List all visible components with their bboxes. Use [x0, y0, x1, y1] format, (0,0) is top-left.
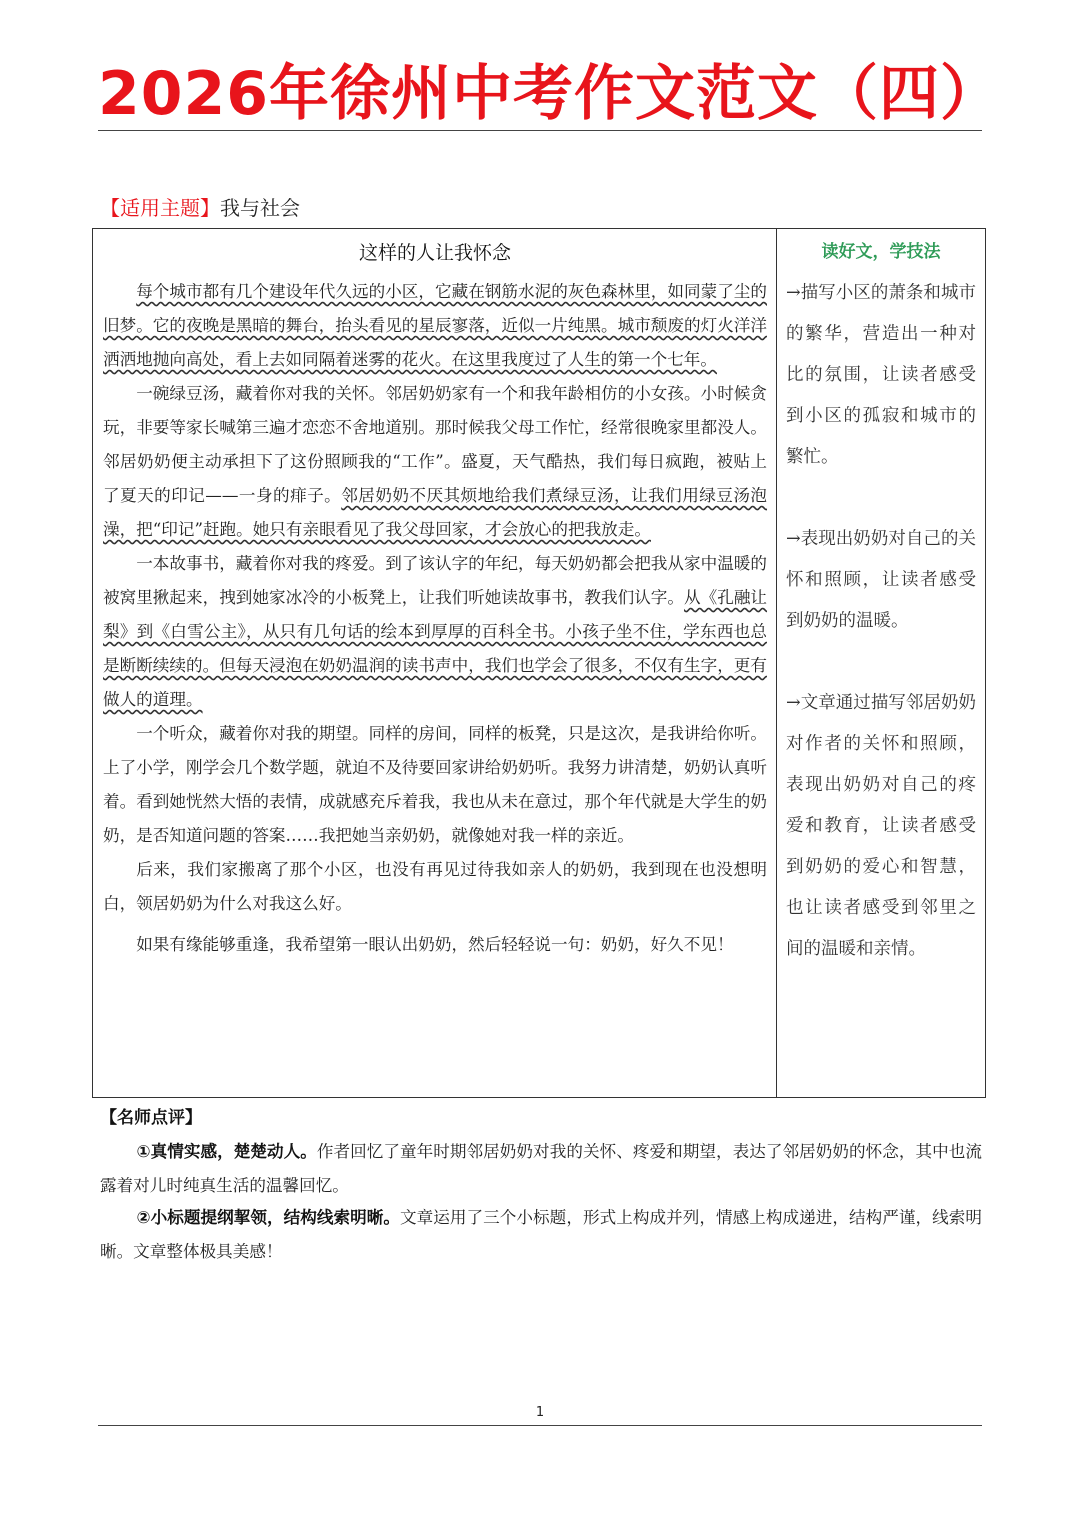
notes-column [786, 229, 976, 970]
review-lead: ①真情实感，楚楚动人。 [136, 1142, 317, 1161]
underlined-text: 从《孔融让梨》到《白雪公主》，从只有几句话的绘本到厚厚的百科全书。小孩子坐不住，学东西也总是断断续续的。但每天浸泡在奶奶温润的读书声中，我们也学会了很多，不仅有生字，更有做人的道理。 [103, 588, 768, 709]
underlined-text: 每个城市都有几个建设年代久远的小区，它藏在钢筋水泥的灰色森林里，如同蒙了尘的旧梦。它的夜晚是黑暗的舞台，抬头看见的星辰寥落，近似一片纯黑。城市颓废的灯火洋洋洒洒地抛向高处，看上去如同隔着迷雾的花火。在这里我度过了人生的第一个七年。 [103, 282, 767, 369]
column-divider [776, 229, 777, 1097]
theme-line [100, 194, 300, 222]
notes-header: 读好文，学技法 [821, 242, 941, 262]
note-3: →文章通过描写邻居奶奶对作者的关怀和照顾，表现出奶奶对自己的疼爱和教育，让读者感受到奶奶的爱心和智慧，也让读者感受到邻里之间的温暖和亲情。 [786, 693, 976, 959]
note-1: →描写小区的萧条和城市的繁华，营造出一种对比的氛围，让读者感受到小区的孤寂和城市的繁忙。 [786, 283, 976, 467]
title-divider [98, 130, 982, 131]
plain-text: 一碗绿豆汤，藏着你对我的关怀。邻居奶奶家有一个和我年龄相仿的小女孩。小时候贪玩，非要等家长喊第三遍才恋恋不舍地道别。那时候我父母工作忙，经常很晚家里都没人。邻居奶奶便主动承担下了这份照顾我的“工作”。盛夏，天气酷热，我们每日疯跑，被贴上了夏天的印记——一身的痱子。 [103, 384, 767, 505]
essay-column [103, 229, 767, 965]
page-title: 2026年徐州中考作文范文（四） [98, 59, 1001, 129]
footer-divider [98, 1425, 982, 1426]
review-lead: ②小标题提纲挈领，结构线索明晰。 [136, 1208, 401, 1227]
theme-tag: 【适用主题】 [100, 196, 220, 220]
note-2: →表现出奶奶对自己的关怀和照顾，让读者感受到奶奶的温暖。 [786, 529, 976, 631]
review-text: 作者回忆了童年时期邻居奶奶对我的关怀、疼爱和期望，表达了邻居奶奶的怀念，其中也流露着对儿时纯真生活的温馨回忆。 [100, 1142, 982, 1195]
essay-paragraph-6: 如果有缘能够重逢，我希望第一眼认出奶奶，然后轻轻说一句：奶奶，好久不见！ [136, 935, 734, 954]
essay-paragraph-1 [103, 275, 767, 377]
essay-paragraph-2 [103, 377, 767, 547]
essay-table [92, 228, 986, 1098]
theme-value: 我与社会 [220, 196, 300, 220]
essay-paragraph-4: 一个听众，藏着你对我的期望。同样的房间，同样的板凳，只是这次，是我讲给你听。上了小学，刚学会几个数学题，就迫不及待要回家讲给奶奶听。我努力讲清楚，奶奶认真听着。看到她恍然大悟的表情，成就感充斥着我，我也从未在意过，那个年代就是大学生的奶奶，是否知道问题的答案……我把她当亲奶奶，就像她对我一样的亲近。 [103, 724, 767, 845]
review-text: 文章运用了三个小标题，形式上构成并列，情感上构成递进，结构严谨，线索明晰。文章整体极具美感！ [100, 1208, 982, 1261]
essay-paragraph-5: 后来，我们家搬离了那个小区，也没有再见过待我如亲人的奶奶，我到现在也没想明白，领居奶奶为什么对我这么好。 [103, 860, 767, 913]
underlined-text: 邻居奶奶不厌其烦地给我们煮绿豆汤，让我们用绿豆汤泡澡，把“印记”赶跑。她只有亲眼看见了我父母回家，才会放心的把我放走。 [103, 486, 768, 539]
review-header: 【名师点评】 [100, 1108, 202, 1128]
essay-title: 这样的人让我怀念 [358, 242, 511, 264]
review-item-2 [100, 1201, 982, 1269]
essay-paragraph-3 [103, 547, 767, 717]
page-number: 1 [535, 1405, 545, 1420]
review-item-1 [100, 1135, 982, 1203]
plain-text: 一本故事书，藏着你对我的疼爱。到了该认字的年纪，每天奶奶都会把我从家中温暖的被窝里揪起来，拽到她家冰冷的小板凳上，让我们听她读故事书，教我们认字。 [103, 554, 767, 607]
